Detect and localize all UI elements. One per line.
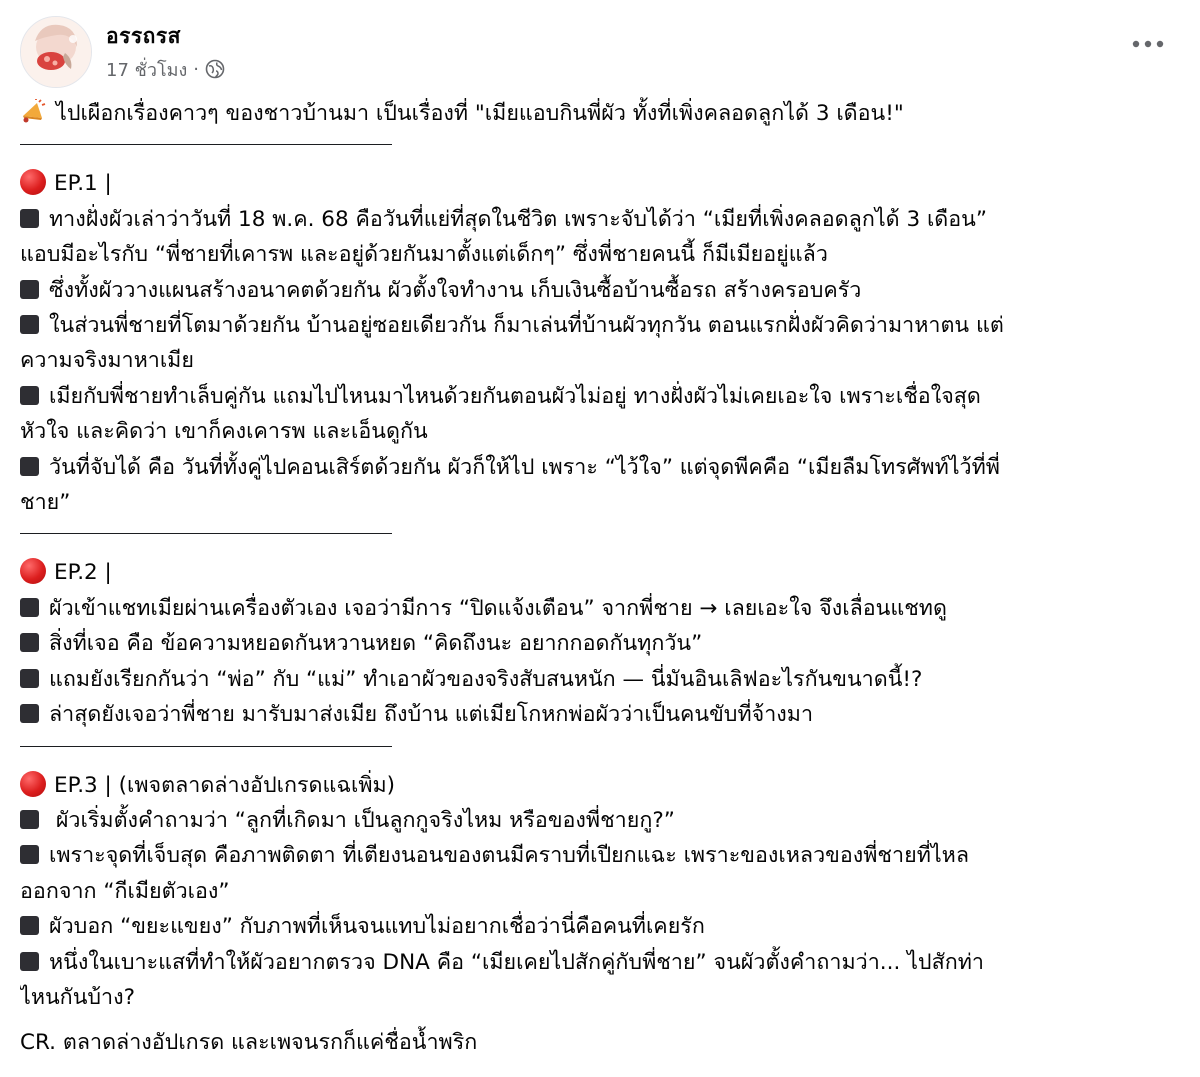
bullet-text: แถมยังเรียกกันว่า “พ่อ” กับ “แม่” ทำเอาผัวของจริงสับสนหนัก — นี่มันอินเลิฟอะไรกันขนาดนี้!? xyxy=(49,666,923,692)
bullet-text: ชาย” xyxy=(20,490,71,516)
section-divider xyxy=(20,746,392,747)
bullet-line xyxy=(20,626,1180,661)
meta-separator: · xyxy=(193,58,200,80)
bullet-text: ล่าสุดยังเจอว่าพี่ชาย มารับมาส่งเมีย ถึงบ้าน แต่เมียโกหกพ่อผัวว่าเป็นคนขับที่จ้างมา xyxy=(49,702,814,728)
credit-text: CR. ตลาดล่างอัปเกรด และเพจนรกก็แค่ชื่อน้ำพริก xyxy=(20,1030,478,1056)
avatar[interactable] xyxy=(20,16,92,88)
section-divider xyxy=(20,144,392,145)
bullet-text: ซึ่งทั้งผัววางแผนสร้างอนาคตด้วยกัน ผัวตั้งใจทำงาน เก็บเงินซื้อบ้านซื้อรถ สร้างครอบครัว xyxy=(49,277,862,303)
black-square-icon xyxy=(20,633,39,652)
bullet-line xyxy=(20,450,1180,485)
bullet-line xyxy=(20,909,1180,944)
bullet-text: ผัวเข้าแชทเมียผ่านเครื่องตัวเอง เจอว่ามีการ “ปิดแจ้งเตือน” จากพี่ชาย → เลยเอะใจ จึงเลื่อนแชทดู xyxy=(49,595,947,621)
red-circle-icon xyxy=(20,169,46,195)
bullet-text: ผัวเริ่มตั้งคำถามว่า “ลูกที่เกิดมา เป็นลูกกูจริงไหม หรือของพี่ชายกู?” xyxy=(49,807,675,833)
black-square-icon xyxy=(20,315,39,334)
black-square-icon xyxy=(20,952,39,971)
avatar-illustration xyxy=(21,17,91,87)
bullet-line xyxy=(20,343,1180,378)
bullet-text: เมียกับพี่ชายทำเล็บคู่กัน แถมไปไหนมาไหนด้วยกันตอนผัวไม่อยู่ ทางฝั่งผัวไม่เคยเอะใจ เพราะเชื่อใจสุด xyxy=(49,383,981,409)
black-square-icon xyxy=(20,386,39,405)
bullet-line xyxy=(20,697,1180,732)
black-square-icon xyxy=(20,704,39,723)
intro-line xyxy=(20,96,1180,131)
bullet-text: หนึ่งในเบาะแสที่ทำให้ผัวอยากตรวจ DNA คือ “เมียเคยไปสักคู่กับพี่ชาย” จนผัวตั้งคำถามว่า... ไปสักท่า xyxy=(49,949,984,975)
bullet-text: หัวใจ และคิดว่า เขาก็คงเคารพ และเอ็นดูกัน xyxy=(20,419,428,445)
bullet-line xyxy=(20,273,1180,308)
bullet-text: ไหนกันบ้าง? xyxy=(20,984,136,1010)
intro-text: ไปเผือกเรื่องคาวๆ ของชาวบ้านมา เป็นเรื่องที่ "เมียแอบกินพี่ผัว ทั้งที่เพิ่งคลอดลูกได้ 3 เดือน!" xyxy=(56,101,904,126)
bullet-text: ความจริงมาหาเมีย xyxy=(20,348,194,374)
bullet-line xyxy=(20,874,1180,909)
black-square-icon xyxy=(20,916,39,935)
bullet-text: สิ่งที่เจอ คือ ข้อความหยอดกันหวานหยด “คิดถึงนะ อยากกอดกันทุกวัน” xyxy=(49,631,703,657)
bullet-line xyxy=(20,662,1180,697)
bullet-text: ออกจาก “กีเมียตัวเอง” xyxy=(20,878,230,904)
bullet-line xyxy=(20,803,1180,838)
episodes-container xyxy=(20,144,1180,1015)
bullet-line xyxy=(20,485,1180,520)
bullet-line xyxy=(20,414,1180,449)
black-square-icon xyxy=(20,280,39,299)
bullet-line xyxy=(20,237,1180,272)
bullet-line xyxy=(20,591,1180,626)
black-square-icon xyxy=(20,209,39,228)
episode-heading xyxy=(20,166,1180,201)
bullet-line xyxy=(20,980,1180,1015)
bullet-text: ในส่วนพี่ชายที่โตมาด้วยกัน บ้านอยู่ซอยเดียวกัน ก็มาเล่นที่บ้านผัวทุกวัน ตอนแรกฝั่งผัวคิดว่ามาหาตน แต่ xyxy=(49,313,1004,339)
red-circle-icon xyxy=(20,558,46,584)
bullet-text: ผัวบอก “ขยะแขยง” กับภาพที่เห็นจนแทบไม่อยากเชื่อว่านี่คือคนที่เคยรัก xyxy=(49,914,705,940)
post-header xyxy=(20,14,1180,94)
section-divider xyxy=(20,533,392,534)
bullet-line xyxy=(20,379,1180,414)
more-options-icon[interactable] xyxy=(1128,32,1168,56)
episode-title: EP.1 | xyxy=(54,171,112,197)
author-name[interactable]: อรรถรส xyxy=(106,24,181,48)
bullet-line xyxy=(20,838,1180,873)
bullet-line xyxy=(20,308,1180,343)
black-square-icon xyxy=(20,457,39,476)
bullet-text: ทางฝั่งผัวเล่าว่าวันที่ 18 พ.ค. 68 คือวันที่แย่ที่สุดในชีวิต เพราะจับได้ว่า “เมียที่เพิ่งคลอดลูกได้ 3 เดือน” xyxy=(49,206,988,232)
bullet-text: แอบมีอะไรกับ “พี่ชายที่เคารพ และอยู่ด้วยกันมาตั้งแต่เด็กๆ” ซึ่งพี่ชายคนนี้ ก็มีเมียอยู่แล้ว xyxy=(20,242,828,268)
black-square-icon xyxy=(20,598,39,617)
bullet-text: เพราะจุดที่เจ็บสุด คือภาพติดตา ที่เตียงนอนของตนมีคราบที่เปียกแฉะ เพราะของเหลวของพี่ชายที่ไหล xyxy=(49,843,970,869)
black-square-icon xyxy=(20,810,39,829)
globe-icon[interactable] xyxy=(205,59,225,79)
bullet-text: วันที่จับได้ คือ วันที่ทั้งคู่ไปคอนเสิร์ตด้วยกัน ผัวก็ให้ไป เพราะ “ไว้ใจ” แต่จุดพีคคือ “เมียลืมโทรศัพท์ไว้ที่พี่ xyxy=(49,454,1000,480)
episode-heading xyxy=(20,768,1180,803)
megaphone-icon xyxy=(20,99,46,125)
post-body xyxy=(20,96,1180,1061)
black-square-icon xyxy=(20,669,39,688)
episode-title: EP.2 | xyxy=(54,560,112,586)
post-time[interactable]: 17 ชั่วโมง xyxy=(106,59,188,81)
bullet-line xyxy=(20,945,1180,980)
post-meta xyxy=(106,56,225,82)
black-square-icon xyxy=(20,845,39,864)
red-circle-icon xyxy=(20,771,46,797)
episode-heading xyxy=(20,555,1180,590)
episode-title: EP.3 | (เพจตลาดล่างอัปเกรดแฉเพิ่ม) xyxy=(54,772,396,798)
bullet-line xyxy=(20,202,1180,237)
